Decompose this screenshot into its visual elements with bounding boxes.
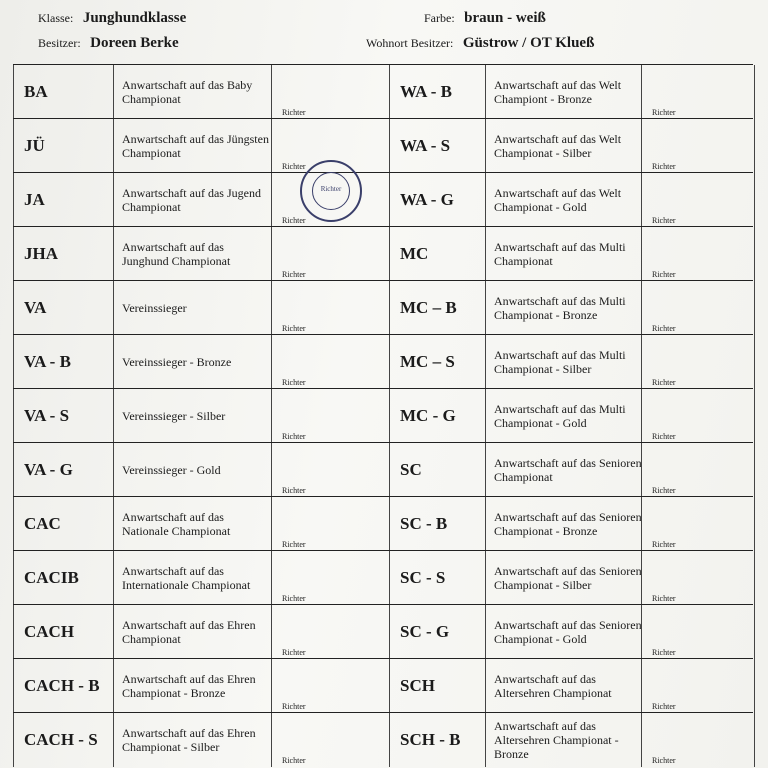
left-code-cell (13, 659, 114, 713)
left-award-code: BA (24, 82, 48, 101)
right-award-code: SC - G (400, 622, 450, 641)
owner-label: Besitzer: (38, 36, 81, 50)
color-label: Farbe: (424, 11, 455, 25)
left-award-code: CACIB (24, 568, 79, 587)
left-judge-cell (271, 659, 390, 713)
right-judge-cell (641, 659, 755, 713)
left-desc-cell (113, 659, 272, 713)
left-judge-cell (271, 551, 390, 605)
left-code-cell (13, 605, 114, 659)
judge-signature-label: Richter (282, 270, 306, 279)
left-award-code: VA - S (24, 406, 70, 425)
left-desc-cell (113, 281, 272, 335)
right-award-description: Anwartschaft auf das Multi Championat - Gold (494, 402, 626, 430)
left-award-code: CACH - S (24, 730, 98, 749)
right-judge-cell (641, 65, 755, 119)
right-award-code: SCH (400, 676, 435, 695)
right-judge-cell (641, 227, 755, 281)
right-judge-cell (641, 605, 755, 659)
judge-signature-label: Richter (652, 108, 676, 117)
left-judge-cell (271, 335, 390, 389)
right-code-cell (389, 659, 486, 713)
judge-stamp (300, 160, 362, 222)
owner-field (38, 35, 179, 52)
right-desc-cell (485, 389, 642, 443)
judge-signature-label: Richter (652, 378, 676, 387)
left-judge-cell (271, 281, 390, 335)
table-row (13, 550, 753, 605)
left-code-cell (13, 119, 114, 173)
left-award-code: CACH (24, 622, 75, 641)
left-award-description: Vereinssieger - Silber (122, 409, 226, 423)
right-award-description: Anwartschaft auf das Multi Championat - Silber (494, 348, 626, 376)
right-award-description: Anwartschaft auf das Senioren Championat - Gold (494, 618, 642, 646)
left-desc-cell (113, 335, 272, 389)
right-judge-cell (641, 497, 755, 551)
right-award-code: SC - B (400, 514, 448, 533)
left-award-code: JHA (24, 244, 58, 263)
left-award-code: VA (24, 298, 47, 317)
right-code-cell (389, 173, 486, 227)
judge-signature-label: Richter (282, 324, 306, 333)
judge-signature-label: Richter (652, 702, 676, 711)
left-award-code: JA (24, 190, 45, 209)
judge-signature-label: Richter (652, 432, 676, 441)
owner-value: Doreen Berke (90, 35, 179, 51)
left-award-description: Vereinssieger (122, 301, 187, 315)
table-row (13, 496, 753, 551)
left-award-description: Anwartschaft auf das Jugend Championat (122, 186, 261, 214)
residence-field (366, 35, 594, 52)
judge-signature-label: Richter (652, 756, 676, 765)
left-code-cell (13, 443, 114, 497)
right-award-code: WA - G (400, 190, 454, 209)
right-award-description: Anwartschaft auf das Welt Championat - Gold (494, 186, 622, 214)
right-award-description: Anwartschaft auf das Welt Championat - Silber (494, 132, 622, 160)
left-award-description: Vereinssieger - Gold (122, 463, 221, 477)
color-value: braun - weiß (464, 10, 546, 26)
left-judge-cell (271, 227, 390, 281)
right-desc-cell (485, 659, 642, 713)
right-judge-cell (641, 173, 755, 227)
right-award-code: MC – S (400, 352, 455, 371)
residence-label: Wohnort Besitzer: (366, 36, 454, 50)
left-code-cell (13, 335, 114, 389)
awards-table (13, 64, 753, 766)
table-row (13, 280, 753, 335)
judge-signature-label: Richter (282, 540, 306, 549)
table-row (13, 712, 753, 767)
left-award-description: Anwartschaft auf das Ehren Championat - Silber (122, 726, 256, 754)
right-code-cell (389, 335, 486, 389)
right-desc-cell (485, 227, 642, 281)
left-desc-cell (113, 497, 272, 551)
left-code-cell (13, 389, 114, 443)
judge-signature-label: Richter (282, 702, 306, 711)
left-judge-cell (271, 443, 390, 497)
right-award-code: MC – B (400, 298, 457, 317)
table-row (13, 64, 753, 119)
right-code-cell (389, 605, 486, 659)
right-judge-cell (641, 335, 755, 389)
judge-signature-label: Richter (282, 756, 306, 765)
left-code-cell (13, 173, 114, 227)
left-desc-cell (113, 65, 272, 119)
right-code-cell (389, 227, 486, 281)
left-award-description: Anwartschaft auf das Internationale Championat (122, 564, 251, 592)
left-desc-cell (113, 713, 272, 767)
left-award-code: VA - G (24, 460, 73, 479)
right-desc-cell (485, 281, 642, 335)
right-judge-cell (641, 713, 755, 767)
stamp-text: Richter (320, 185, 342, 193)
left-desc-cell (113, 119, 272, 173)
left-desc-cell (113, 389, 272, 443)
judge-signature-label: Richter (652, 594, 676, 603)
right-award-description: Anwartschaft auf das Multi Championat (494, 240, 626, 268)
judge-signature-label: Richter (652, 648, 676, 657)
class-label: Klasse: (38, 11, 74, 25)
left-award-code: JÜ (24, 136, 45, 155)
right-code-cell (389, 281, 486, 335)
judge-signature-label: Richter (282, 648, 306, 657)
right-award-code: MC - G (400, 406, 456, 425)
left-award-description: Anwartschaft auf das Nationale Championat (122, 510, 231, 538)
left-award-description: Anwartschaft auf das Jüngsten Championat (122, 132, 269, 160)
right-desc-cell (485, 713, 642, 767)
class-field (38, 10, 186, 27)
right-award-description: Anwartschaft auf das Welt Championt - Bronze (494, 78, 622, 106)
left-code-cell (13, 497, 114, 551)
left-award-description: Vereinssieger - Bronze (122, 355, 232, 369)
right-code-cell (389, 65, 486, 119)
left-award-code: CACH - B (24, 676, 100, 695)
table-row (13, 334, 753, 389)
judge-signature-label: Richter (652, 486, 676, 495)
right-judge-cell (641, 443, 755, 497)
color-field (424, 10, 546, 27)
left-desc-cell (113, 173, 272, 227)
left-award-description: Anwartschaft auf das Ehren Championat (122, 618, 256, 646)
right-award-description: Anwartschaft auf das Altersehren Championat (494, 672, 612, 700)
right-desc-cell (485, 335, 642, 389)
judge-signature-label: Richter (282, 378, 306, 387)
judge-signature-label: Richter (652, 324, 676, 333)
right-desc-cell (485, 119, 642, 173)
right-award-code: SC - S (400, 568, 446, 587)
left-code-cell (13, 281, 114, 335)
right-award-code: WA - S (400, 136, 451, 155)
right-code-cell (389, 119, 486, 173)
left-award-description: Anwartschaft auf das Ehren Championat - Bronze (122, 672, 256, 700)
table-row (13, 604, 753, 659)
right-award-description: Anwartschaft auf das Altersehren Championat - Bronze (494, 719, 619, 761)
left-code-cell (13, 551, 114, 605)
judge-signature-label: Richter (282, 162, 306, 171)
right-desc-cell (485, 551, 642, 605)
right-code-cell (389, 497, 486, 551)
judge-signature-label: Richter (282, 594, 306, 603)
right-judge-cell (641, 389, 755, 443)
left-code-cell (13, 65, 114, 119)
left-award-description: Anwartschaft auf das Junghund Championat (122, 240, 231, 268)
judge-signature-label: Richter (282, 432, 306, 441)
right-award-description: Anwartschaft auf das Senioren Championat - Bronze (494, 510, 642, 538)
table-row (13, 388, 753, 443)
right-code-cell (389, 443, 486, 497)
right-desc-cell (485, 497, 642, 551)
right-award-code: SCH - B (400, 730, 461, 749)
residence-value: Güstrow / OT Klueß (462, 35, 595, 51)
left-code-cell (13, 227, 114, 281)
right-award-code: WA - B (400, 82, 452, 101)
right-desc-cell (485, 443, 642, 497)
left-judge-cell (271, 713, 390, 767)
right-desc-cell (485, 173, 642, 227)
table-row (13, 658, 753, 713)
right-award-code: MC (400, 244, 429, 263)
left-judge-cell (271, 497, 390, 551)
judge-signature-label: Richter (652, 216, 676, 225)
judge-signature-label: Richter (282, 216, 306, 225)
left-desc-cell (113, 605, 272, 659)
left-judge-cell (271, 389, 390, 443)
right-award-description: Anwartschaft auf das Senioren Championat (494, 456, 642, 484)
right-code-cell (389, 551, 486, 605)
right-code-cell (389, 389, 486, 443)
table-row (13, 442, 753, 497)
judge-signature-label: Richter (282, 486, 306, 495)
left-award-code: CAC (24, 514, 61, 533)
right-judge-cell (641, 551, 755, 605)
left-desc-cell (113, 551, 272, 605)
left-desc-cell (113, 227, 272, 281)
right-code-cell (389, 713, 486, 767)
left-judge-cell (271, 65, 390, 119)
right-desc-cell (485, 65, 642, 119)
left-award-code: VA - B (24, 352, 71, 371)
class-value: Junghundklasse (82, 10, 187, 26)
right-award-description: Anwartschaft auf das Multi Championat - Bronze (494, 294, 626, 322)
judge-signature-label: Richter (282, 108, 306, 117)
judge-signature-label: Richter (652, 162, 676, 171)
judge-signature-label: Richter (652, 270, 676, 279)
left-award-description: Anwartschaft auf das Baby Championat (122, 78, 253, 106)
table-row (13, 118, 753, 173)
right-judge-cell (641, 281, 755, 335)
left-judge-cell (271, 605, 390, 659)
judge-signature-label: Richter (652, 540, 676, 549)
left-desc-cell (113, 443, 272, 497)
right-award-description: Anwartschaft auf das Senioren Championat - Silber (494, 564, 642, 592)
right-desc-cell (485, 605, 642, 659)
right-judge-cell (641, 119, 755, 173)
table-row (13, 226, 753, 281)
table-row (13, 172, 753, 227)
left-code-cell (13, 713, 114, 767)
right-award-code: SC (400, 460, 422, 479)
